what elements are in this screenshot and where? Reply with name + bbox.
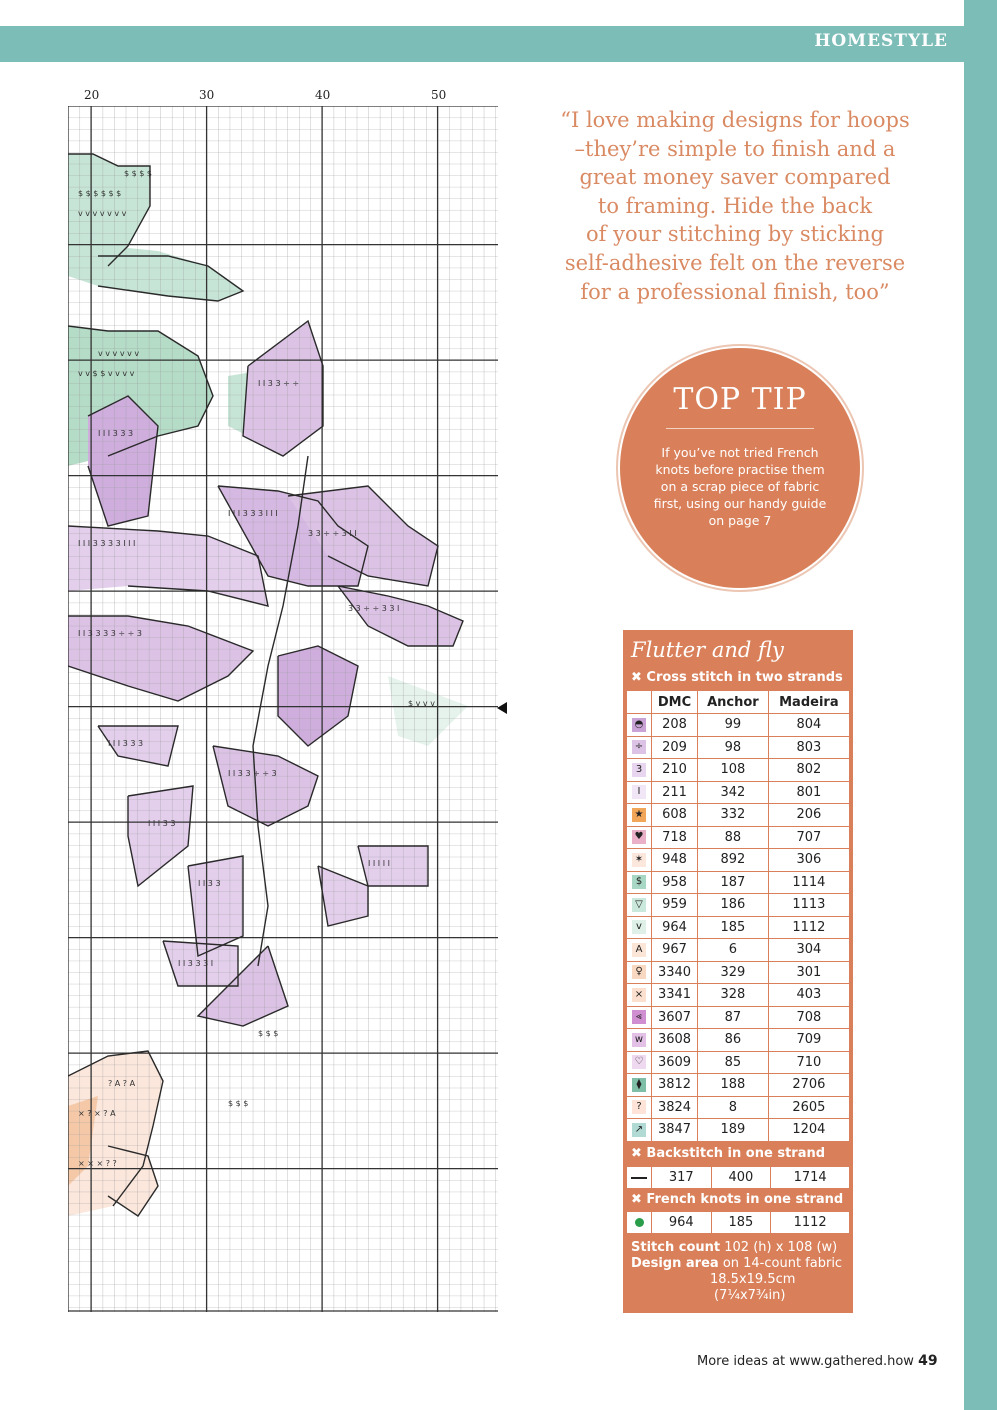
dmc-cell: 3607 [652,1006,698,1029]
stitch-count-value: 102 (h) x 108 (w) [724,1240,838,1255]
madeira-cell: 707 [768,826,849,849]
madeira-cell: 801 [768,781,849,804]
thread-symbol-icon: $ [627,871,652,894]
madeira-cell: 1114 [768,871,849,894]
thread-key-panel [623,630,853,1313]
madeira-cell: 804 [768,714,849,737]
thread-symbol-icon: ? [627,1096,652,1119]
cross-stitch-heading: ✖ Cross stitch in two strands [631,670,843,685]
table-row [627,781,850,804]
anchor-cell: 88 [698,826,769,849]
key-header-row [627,691,850,714]
quote-line: to framing. Hide the back [597,193,873,218]
french-knots-table [626,1211,850,1234]
backstitch-table [626,1166,850,1189]
table-row [627,916,850,939]
backstitch-madeira: 1714 [771,1167,850,1189]
thread-symbol-icon: ↗ [627,1119,652,1142]
backstitch-anchor: 400 [711,1167,771,1189]
svg-text:I I I I I: I I I I I [368,859,390,868]
axis-label-50: 50 [431,88,447,102]
dmc-cell: 3341 [652,984,698,1007]
french-knot-dot-icon [627,1212,652,1234]
design-area-size-cm: 18.5x19.5cm [710,1272,796,1287]
backstitch-dmc: 317 [652,1167,712,1189]
thread-symbol-icon: ⧫ [627,1074,652,1097]
page-number: 49 [918,1353,938,1369]
svg-text:I I 3 3 3 I: I I 3 3 3 I [178,959,214,968]
quote-line: for a professional finish, too” [580,279,890,304]
table-row [627,894,850,917]
madeira-cell: 709 [768,1029,849,1052]
thread-symbol-icon: ⪡ [627,1006,652,1029]
madeira-cell: 2706 [768,1074,849,1097]
table-row [627,1006,850,1029]
svg-text:3 3 ÷ ÷ 3 I I: 3 3 ÷ ÷ 3 I I [308,529,357,538]
anchor-cell: 329 [698,961,769,984]
anchor-cell: 86 [698,1029,769,1052]
axis-label-20: 20 [84,88,100,102]
thread-symbol-icon: w [627,1029,652,1052]
svg-text:I I 3 3 ÷ ÷: I I 3 3 ÷ ÷ [258,379,300,388]
key-rows [627,714,850,1142]
madeira-column-header: Madeira [768,691,849,714]
design-area-size-in: (7¼x7¾in) [714,1288,786,1303]
thread-symbol-icon: 3 [627,759,652,782]
table-row [627,1051,850,1074]
madeira-cell: 301 [768,961,849,984]
page-footer [697,1353,938,1369]
madeira-cell: 710 [768,1051,849,1074]
quote-line: great money saver compared [579,165,891,190]
svg-text:I I 3 3 ÷ ÷ 3: I I 3 3 ÷ ÷ 3 [228,769,277,778]
thread-symbol-icon: A [627,939,652,962]
thread-symbol-icon: ♀ [627,961,652,984]
quote-line: “I love making designs for hoops [560,108,910,132]
table-row [627,849,850,872]
dmc-cell: 3824 [652,1096,698,1119]
pull-quote [545,106,925,306]
top-tip-text: If you’ve not tried French knots before practise them on a scrap piece of fabric first, using our handy guide on page 7 [653,445,827,528]
table-row [627,1119,850,1142]
svg-text:$ $ $ $ $ $: $ $ $ $ $ $ [78,189,122,198]
anchor-cell: 328 [698,984,769,1007]
svg-text:I I I 3 3: I I I 3 3 [148,819,176,828]
dmc-cell: 3812 [652,1074,698,1097]
svg-text:v v v v v v v: v v v v v v v [78,209,127,218]
dmc-cell: 208 [652,714,698,737]
anchor-cell: 85 [698,1051,769,1074]
dmc-cell: 209 [652,736,698,759]
table-row [627,804,850,827]
symbol-column-header [627,691,652,714]
madeira-cell: 803 [768,736,849,759]
svg-text:I I 3 3: I I 3 3 [198,879,221,888]
thread-symbol-icon: ♡ [627,1051,652,1074]
center-arrow-icon [497,702,507,714]
axis-label-30: 30 [199,88,215,102]
svg-text:$ $ $ $: $ $ $ $ [124,169,152,178]
madeira-cell: 1112 [768,916,849,939]
anchor-cell: 342 [698,781,769,804]
svg-text:$ $ $: $ $ $ [228,1099,249,1108]
thread-symbol-icon: ♥ [627,826,652,849]
anchor-cell: 108 [698,759,769,782]
section-header [0,26,964,62]
dmc-cell: 211 [652,781,698,804]
madeira-cell: 1113 [768,894,849,917]
quote-line: –they’re simple to finish and a [574,136,896,161]
svg-text:I I I 3 3 3: I I I 3 3 3 [108,739,144,748]
madeira-cell: 304 [768,939,849,962]
stitch-info [631,1240,842,1304]
anchor-cell: 187 [698,871,769,894]
table-row [627,1167,850,1189]
anchor-cell: 87 [698,1006,769,1029]
madeira-cell: 802 [768,759,849,782]
backstitch-line-icon [627,1167,652,1189]
madeira-cell: 403 [768,984,849,1007]
anchor-cell: 185 [698,916,769,939]
dmc-column-header: DMC [652,691,698,714]
footer-link-text[interactable]: More ideas at www.gathered.how [697,1354,914,1369]
svg-text:I I 3 3 3 3 ÷ ÷ 3: I I 3 3 3 3 ÷ ÷ 3 [78,629,142,638]
thread-symbol-icon: × [627,984,652,1007]
table-row [627,759,850,782]
svg-text:v v $ $ v v v v: v v $ $ v v v v [78,369,135,378]
thread-symbol-icon: ★ [627,804,652,827]
top-tip-title: TOP TIP [673,382,807,417]
table-row [627,826,850,849]
dmc-cell: 958 [652,871,698,894]
anchor-cell: 332 [698,804,769,827]
thread-symbol-icon: ÷ [627,736,652,759]
top-tip-badge [620,348,860,588]
svg-text:v v v v v v: v v v v v v [98,349,140,358]
thread-key-table [626,690,850,1142]
table-row [627,961,850,984]
design-area-label: Design area [631,1256,719,1271]
table-row [627,1212,850,1234]
french-knots-heading: ✖ French knots in one strand [631,1192,844,1207]
anchor-column-header: Anchor [698,691,769,714]
thread-symbol-icon: I [627,781,652,804]
svg-text:? A ? A: ? A ? A [108,1079,136,1088]
french-knot-anchor: 185 [711,1212,771,1234]
svg-text:$ $ $: $ $ $ [258,1029,279,1038]
table-row [627,1096,850,1119]
anchor-cell: 8 [698,1096,769,1119]
dmc-cell: 3340 [652,961,698,984]
dmc-cell: 718 [652,826,698,849]
svg-text:× ? × ? A: × ? × ? A [78,1109,116,1118]
svg-text:I I I 3 3 3 I I I: I I I 3 3 3 I I I [228,509,278,518]
anchor-cell: 98 [698,736,769,759]
table-row [627,714,850,737]
table-row [627,871,850,894]
svg-text:× × × ? ?: × × × ? ? [78,1159,117,1168]
madeira-cell: 2605 [768,1096,849,1119]
thread-symbol-icon: ✶ [627,849,652,872]
table-row [627,984,850,1007]
table-row [627,1029,850,1052]
madeira-cell: 306 [768,849,849,872]
anchor-cell: 892 [698,849,769,872]
backstitch-heading: ✖ Backstitch in one strand [631,1146,826,1161]
anchor-cell: 6 [698,939,769,962]
quote-line: self-adhesive felt on the reverse [564,250,906,275]
anchor-cell: 99 [698,714,769,737]
stitch-count-label: Stitch count [631,1240,721,1255]
design-area-value: on 14-count fabric [722,1256,843,1271]
anchor-cell: 188 [698,1074,769,1097]
madeira-cell: 206 [768,804,849,827]
quote-line: of your stitching by sticking [586,222,884,247]
right-edge-strip [964,0,997,1410]
thread-symbol-icon: ◓ [627,714,652,737]
svg-text:I I I 3 3 3: I I I 3 3 3 [98,429,134,438]
madeira-cell: 708 [768,1006,849,1029]
dmc-cell: 210 [652,759,698,782]
svg-text:I I I 3 3 3 3 I I I: I I I 3 3 3 3 I I I [78,539,136,548]
dmc-cell: 3608 [652,1029,698,1052]
madeira-cell: 1204 [768,1119,849,1142]
anchor-cell: 189 [698,1119,769,1142]
dmc-cell: 964 [652,916,698,939]
dmc-cell: 948 [652,849,698,872]
svg-text:3 3 ÷ ÷ 3 3 I: 3 3 ÷ ÷ 3 3 I [348,604,400,613]
table-row [627,1074,850,1097]
french-knot-madeira: 1112 [771,1212,850,1234]
table-row [627,939,850,962]
anchor-cell: 186 [698,894,769,917]
french-knot-dmc: 964 [652,1212,712,1234]
table-row [627,736,850,759]
section-title: HOMESTYLE [814,31,948,51]
dmc-cell: 3609 [652,1051,698,1074]
key-title: Flutter and fly [631,638,784,662]
thread-symbol-icon: v [627,916,652,939]
top-tip-divider [666,428,814,429]
axis-label-40: 40 [315,88,331,102]
dmc-cell: 608 [652,804,698,827]
dmc-cell: 3847 [652,1119,698,1142]
dmc-cell: 959 [652,894,698,917]
svg-text:$ v v v: $ v v v [408,699,435,708]
dmc-cell: 967 [652,939,698,962]
cross-stitch-chart [68,106,498,1312]
thread-symbol-icon: ▽ [627,894,652,917]
